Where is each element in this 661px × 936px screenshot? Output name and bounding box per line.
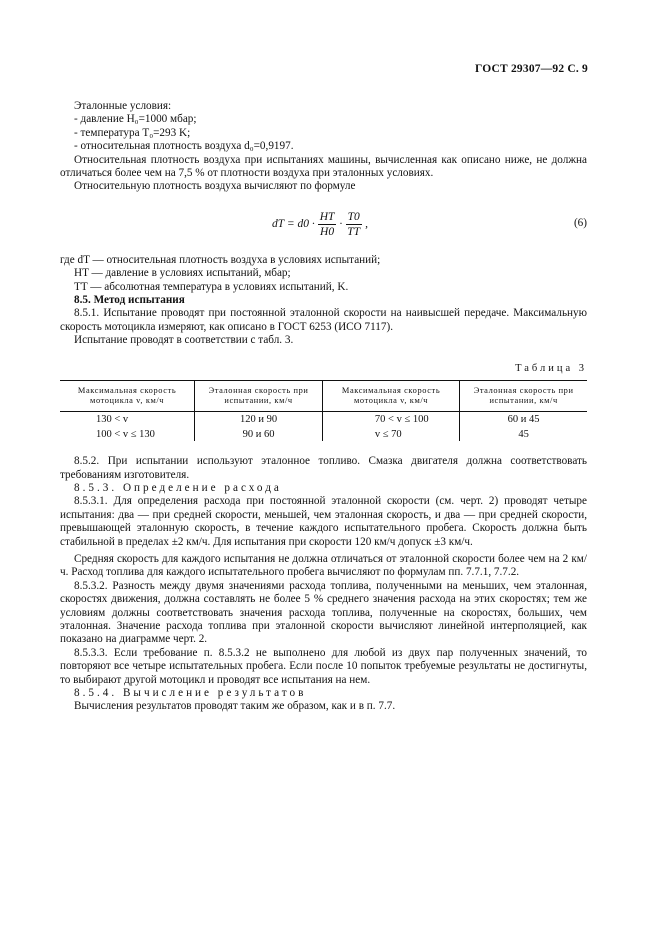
formula-body — [272, 206, 368, 244]
definition-dt: где dT — относительная плотность воздуха в условиях испытаний; — [60, 253, 381, 266]
paragraph-8-5-3-2: 8.5.3.2. Разность между двумя значениями расхода топлива, полученными на меньших, чем эталонная, скоростях движения, должна составлять не более 5 % среднего значения расхода на этих скоростях; тем же условиям должны соответствовать значения расхода топлива, полученные на скоростях, больших, чем эталонная. Значение расхода топлива при эталонной скорости вычисляют линейной интерполяцией, как показано на диаграмме черт. 2. — [60, 579, 587, 646]
table-header-reference-speed: Эталонная скорость при испытании, км/ч — [195, 381, 323, 412]
formula-frac2-denominator: TT — [347, 226, 361, 239]
paragraph-8-5-3-1b: Средняя скорость для каждого испытания не должна отличаться от эталонной скорости более чем на 2 км/ч. Расход топлива для каждого испытательного пробега вычисляют по формулам пп. 7.7.1, 7.7.2. — [60, 552, 587, 579]
document-body — [60, 100, 587, 714]
definition-tt: TT — абсолютная температура в условиях испытаний, K. — [74, 280, 349, 293]
table-3-caption: Таблица 3 — [515, 362, 587, 374]
section-8-5-3-title: 8.5.3. Определение расхода — [74, 481, 282, 494]
paragraph-8-5-4: Вычисления результатов проводят таким же образом, как и в п. 7.7. — [74, 700, 396, 713]
table-cell: v ≤ 70 — [322, 427, 459, 442]
reference-condition-pressure: - давление H₀=1000 мбар; — [74, 113, 197, 126]
table-3 — [60, 380, 587, 441]
paragraph-8-5-3-3: 8.5.3.3. Если требование п. 8.5.3.2 не выполнено для любой из двух пар полученных значений, то повторяют все четыре испытательных пробега. Если после 10 попыток требуемые результаты не достигнуты, то выбирают другой мотоцикл и проводят все испытания на нем. — [60, 646, 587, 686]
paragraph-density-requirement: Относительная плотность воздуха при испытаниях машины, вычисленная как описано ниже, не должна отличаться более чем на 7,5 % от плотности воздуха при эталонных условиях. — [60, 153, 587, 180]
table-header-max-speed: Максимальная скорость мотоцикла v, км/ч — [322, 381, 459, 412]
page-header: ГОСТ 29307—92 С. 9 — [475, 63, 588, 75]
formula-frac1-denominator: H0 — [320, 226, 335, 239]
paragraph-8-5-1: 8.5.1. Испытание проводят при постоянной эталонной скорости на наивысшей передаче. Максимальную скорость мотоцикла измеряют, как описано в ГОСТ 6253 (ИСО 7117). — [60, 307, 587, 333]
table-header-row — [60, 381, 587, 412]
paragraph-8-5-2: 8.5.2. При испытании используют эталонное топливо. Смазка двигателя должна соответствовать требованиям изготовителя. — [60, 455, 587, 481]
formula-tail: , — [365, 218, 368, 231]
formula-dot: · — [339, 218, 343, 231]
paragraph-8-5-3-1a: 8.5.3.1. Для определения расхода при постоянной эталонной скорости (см. черт. 2) проводят четыре испытания: два — при средней скорости, меньшей, чем эталонная скорость, и два — при средней скорости, превышающей эталонную скорость, в течение каждого испытательного пробега. Скорость должна быть стабильной в пределах ±2 км/ч. Для испытания при скорости 120 км/ч допуск ±3 км/ч. — [60, 495, 587, 548]
formula-number: (6) — [573, 216, 587, 229]
table-cell: 130 < v — [96, 414, 129, 426]
definition-ht: HT — давление в условиях испытаний, мбар; — [74, 267, 291, 280]
formula-lhs: dT = d0 · — [272, 218, 315, 231]
table-cell: 90 и 60 — [195, 427, 323, 442]
section-8-5-4-title: 8.5.4. Вычисление результатов — [74, 687, 307, 699]
table-cell: 100 < v ≤ 130 — [96, 428, 155, 440]
formula-fraction-temperature — [345, 210, 362, 239]
section-8-5-title: 8.5. Метод испытания — [74, 294, 185, 307]
table-cell: 45 — [460, 427, 587, 442]
paragraph-density-formula-intro: Относительную плотность воздуха вычисляют по формуле — [74, 180, 356, 193]
table-row — [60, 427, 587, 442]
table-cell: 70 < v ≤ 100 — [322, 412, 459, 427]
reference-conditions-title: Эталонные условия: — [74, 100, 172, 112]
paragraph-table-reference: Испытание проводят в соответствии с табл. 3. — [74, 334, 294, 347]
table-cell: 60 и 45 — [460, 412, 587, 427]
reference-condition-density: - относительная плотность воздуха d₀=0,9197. — [74, 140, 294, 153]
table-header-max-speed: Максимальная скорость мотоцикла v, км/ч — [60, 381, 195, 412]
formula-fraction-pressure — [318, 210, 337, 239]
table-cell: 120 и 90 — [195, 412, 323, 427]
formula-frac1-numerator: HT — [319, 211, 335, 224]
table-header-reference-speed: Эталонная скорость при испытании, км/ч — [460, 381, 587, 412]
table-row — [60, 412, 587, 427]
reference-condition-temperature: - температура T₀=293 K; — [74, 126, 191, 139]
formula-6 — [60, 206, 587, 244]
formula-frac2-numerator: T0 — [347, 211, 360, 224]
